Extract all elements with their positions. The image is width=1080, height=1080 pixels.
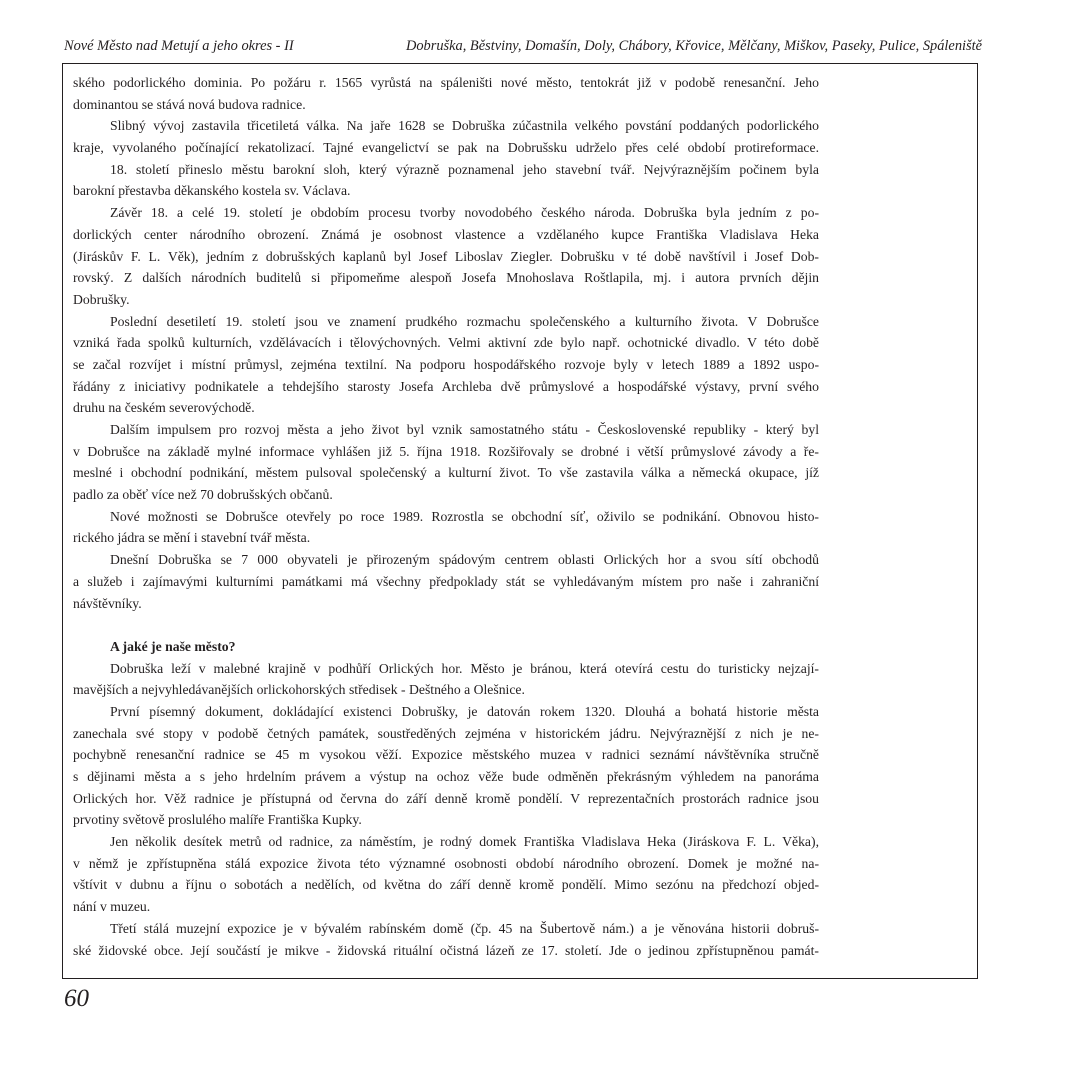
text-line: druhu na českém severovýchodě. <box>73 400 255 416</box>
text-line: s dějinami města a s jeho hrdelním právem a výstup na ochoz věže bude odměněn překrásným výhledem na panoráma <box>73 769 819 784</box>
text-line: rovský. Z dalších národních buditelů si připomeňme alespoň Josefa Mnohoslava Roštlapila, mj. i autora prvních dějin <box>73 270 819 286</box>
text-line: dominantou se stává nová budova radnice. <box>73 96 306 112</box>
text-line: vštívit v dubnu a říjnu o sobotách a nedělích, od května do září denně kromě pondělí. Mimo sezónu na předchozí objed- <box>73 877 819 893</box>
chapter-title: Dobruška, Běstviny, Domašín, Doly, Chábory, Křovice, Mělčany, Miškov, Paseky, Pulice, Spáleniště <box>405 38 982 54</box>
text-line: Jen několik desítek metrů od radnice, za náměstím, je rodný domek Františka Vladislava Heka (Jiráskova F. L. Věka), <box>110 834 819 850</box>
text-line: Nové možnosti se Dobrušce otevřely po roce 1989. Rozrostla se obchodní síť, oživilo se podnikání. Obnovou histo- <box>110 508 819 524</box>
book-title: Nové Město nad Metují a jeho okres - II <box>64 38 294 54</box>
text-line: návštěvníky. <box>73 595 142 611</box>
text-line: se začal rozvíjet i místní průmysl, zejména textilní. Na podporu hospodářského rozvoje byly v letech 1889 a 1892 uspo- <box>73 356 819 372</box>
text-line: Závěr 18. a celé 19. století je obdobím procesu tvorby novodobého českého národa. Dobruška byla jedním z po- <box>110 205 819 221</box>
text-line: v němž je zpřístupněna stálá expozice života této významné osobnosti období národního obrození. Domek je možné na- <box>73 855 819 871</box>
text-line: kraje, vyvolaného počínající rekatolizací. Tajné evangelictví se pak na Dobrušsku udrželo přes celé období protireformace. <box>73 140 819 156</box>
text-line: barokní přestavba děkanského kostela sv. Václava. <box>73 183 351 199</box>
text-line: Dobruška leží v malebné krajině v podhůří Orlických hor. Město je bránou, která otevírá cestu do turisticky nejzají- <box>110 660 819 676</box>
text-line: padlo za oběť více než 70 dobrušských občanů. <box>73 487 333 503</box>
text-line: a služeb i zajímavými kulturními památkami má všechny předpoklady stát se vyhledávaným místem pro naše i zahraniční <box>73 573 819 589</box>
text-line: ské židovské obce. Její součástí je mikve - židovská rituální očistná lázeň ze 17. století. Jde o jedinou zpřístupněnou památ- <box>73 942 819 958</box>
text-line: vzniká řada spolků kulturních, vzdělávacích i tělovýchovných. Velmi aktivní zde bylo např. ochotnické divadlo. V této době <box>73 335 819 351</box>
text-line: 18. století přineslo městu barokní sloh, který výrazně poznamenal jeho stavební tvář. Nejvýraznějším počinem byla <box>110 161 819 177</box>
text-line: Slibný vývoj zastavila třicetiletá válka. Na jaře 1628 se Dobruška zúčastnila velkého povstání poddaných podorlického <box>110 118 819 134</box>
text-line: ského podorlického dominia. Po požáru r. 1565 vyrůstá na spáleništi nové město, tentokrát již v podobě renesanční. Jeho <box>73 75 819 90</box>
text-line: Poslední desetiletí 19. století jsou ve znamení prudkého rozmachu společenského a kulturního života. V Dobrušce <box>110 313 819 329</box>
text-line: řádány z iniciativy podnikatele a tehdejšího starosty Josefa Archleba dvě průmyslové a hospodářské výstavy, první svého <box>73 378 819 394</box>
text-line: První písemný dokument, dokládající existenci Dobrušky, je datován rokem 1320. Dlouhá a bohatá historie města <box>110 703 819 719</box>
text-line: mavějších a nejvyhledávanějších orlickohorských středisek - Deštného a Olešnice. <box>73 682 525 698</box>
text-line: nání v muzeu. <box>73 899 151 915</box>
text-line: pochybně renesanční radnice se 45 m vysokou věží. Expozice městského muzea v radnici seznámí návštěvníka stručně <box>73 747 819 763</box>
text-line: dorlických center národního obrození. Známá je osobnost vlastence a vzdělaného kupce Františka Vladislava Heka <box>73 226 819 242</box>
text-line: Dalším impulsem pro rozvoj města a jeho život byl vznik samostatného státu - Československé republiky - který byl <box>110 422 819 437</box>
text-line: v Dobrušce na základě mylné informace vyhlášen již 5. října 1918. Rozšiřovaly se drobné i větší průmyslové závody a ře- <box>73 443 819 459</box>
text-line: Dobrušky. <box>73 291 130 307</box>
text-line: meslné i obchodní podnikání, městem pulsoval společenský a kulturní život. To vše zastavila válka a německá okupace, jíž <box>73 465 819 481</box>
text-line: Orlických hor. Věž radnice je přístupná od června do září denně kromě pondělí. V reprezentačních prostorách radnice jsou <box>73 790 819 806</box>
text-line: rického jádra se mění i stavební tvář města. <box>73 530 311 546</box>
text-line: prvotiny světově proslulého malíře Františka Kupky. <box>73 812 362 828</box>
text-line: Dnešní Dobruška se 7 000 obyvateli je přirozeným spádovým centrem oblasti Orlických hor a svou sítí obchodů <box>110 552 819 568</box>
text-line: zanechala své stopy v podobě četných památek, soustředěných zejména v historickém jádru. Nejvýraznější z nich je ne- <box>73 725 819 741</box>
running-header <box>64 38 982 58</box>
body-text <box>73 72 819 961</box>
text-line: Třetí stálá muzejní expozice je v bývalém rabínském domě (čp. 45 na Šubertově nám.) a je věnována historii dobruš- <box>110 920 819 936</box>
text-line: (Jiráskův F. L. Věk), jedním z dobrušských kaplanů byl Josef Liboslav Ziegler. Dobrušku v té době navštívil i Josef Dob- <box>73 248 819 264</box>
page-number: 60 <box>64 985 89 1012</box>
blank-line <box>73 614 819 636</box>
section-heading: A jaké je naše město? <box>110 638 236 654</box>
